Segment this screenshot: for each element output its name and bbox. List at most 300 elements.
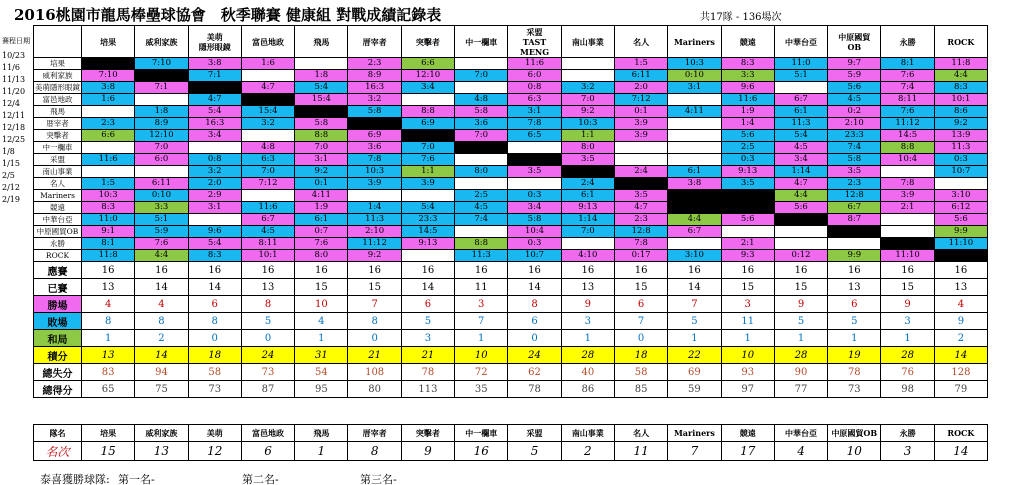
score-cell: 6:12 <box>934 202 987 214</box>
score-cell: 11:3 <box>455 250 508 262</box>
score-cell: 8:8 <box>455 238 508 250</box>
score-cell: 5:4 <box>295 82 348 94</box>
score-cell <box>241 190 294 202</box>
score-cell: 3:4 <box>508 202 561 214</box>
stat-value: 13 <box>561 279 614 296</box>
stat-value: 62 <box>508 364 561 381</box>
score-cell: 2:0 <box>188 178 241 190</box>
score-cell: 3:3 <box>721 70 774 82</box>
stat-value: 7 <box>348 296 401 313</box>
score-cell: 0:7 <box>295 226 348 238</box>
score-cell: 3:8 <box>82 82 135 94</box>
score-cell <box>455 154 508 166</box>
score-cell <box>455 58 508 70</box>
score-cell: 3:9 <box>614 118 667 130</box>
team-header: 中一欄車 <box>455 26 508 58</box>
score-cell: 4:5 <box>241 226 294 238</box>
score-cell: 0:3 <box>721 154 774 166</box>
score-cell: 10:1 <box>241 250 294 262</box>
rank-value: 3 <box>881 442 934 461</box>
score-cell: 7:4 <box>828 142 881 154</box>
score-cell: 3:5 <box>508 166 561 178</box>
stat-value: 16 <box>401 262 454 279</box>
third-place: 第三名- <box>360 473 397 485</box>
score-cell <box>188 214 241 226</box>
score-cell: 5:4 <box>774 130 827 142</box>
self-match-cell <box>774 214 827 226</box>
score-cell: 10:7 <box>934 166 987 178</box>
score-cell: 4:5 <box>774 142 827 154</box>
score-cell: 2:1 <box>881 202 934 214</box>
score-cell: 4:7 <box>241 82 294 94</box>
score-cell: 5:4 <box>188 106 241 118</box>
score-cell: 2:0 <box>614 82 667 94</box>
score-cell: 2:4 <box>561 178 614 190</box>
rank-team-name: 威利家族 <box>135 425 188 442</box>
schedule-date: 2/5 <box>2 171 15 180</box>
score-cell <box>455 82 508 94</box>
score-cell: 4:7 <box>614 202 667 214</box>
score-cell: 3:10 <box>934 190 987 202</box>
stat-value: 58 <box>614 364 667 381</box>
stat-value: 85 <box>614 381 667 398</box>
score-cell: 2:1 <box>721 238 774 250</box>
score-cell: 6:11 <box>135 178 188 190</box>
score-cell: 2:9 <box>188 190 241 202</box>
stat-value: 9 <box>934 313 987 330</box>
score-cell: 5:8 <box>828 154 881 166</box>
score-cell: 4:4 <box>668 214 721 226</box>
stat-value: 9 <box>774 296 827 313</box>
rank-value: 7 <box>668 442 721 461</box>
rank-team-name: 永勝 <box>881 425 934 442</box>
rank-value: 11 <box>614 442 667 461</box>
stat-value: 16 <box>188 262 241 279</box>
row-team-label: 飛馬 <box>34 106 82 118</box>
team-header: 競遠 <box>721 26 774 58</box>
stat-value: 8 <box>82 313 135 330</box>
stat-value: 76 <box>881 364 934 381</box>
score-cell: 10:3 <box>348 166 401 178</box>
stat-row <box>34 313 988 330</box>
schedule-date: 10/23 <box>2 51 26 60</box>
stat-value: 35 <box>455 381 508 398</box>
row-team-label: 競遠 <box>34 202 82 214</box>
score-cell: 6:11 <box>614 70 667 82</box>
self-match-cell <box>934 250 987 262</box>
score-cell: 11:10 <box>934 238 987 250</box>
score-cell: 7:4 <box>455 214 508 226</box>
score-cell: 3:2 <box>241 118 294 130</box>
corner-cell <box>34 26 82 58</box>
matrix-row <box>34 238 988 250</box>
score-cell <box>774 226 827 238</box>
schedule-date: 1/15 <box>2 159 20 168</box>
rank-team-name: 飛馬 <box>295 425 348 442</box>
header-row <box>34 26 988 58</box>
stat-value: 1 <box>295 330 348 347</box>
stat-value: 14 <box>668 279 721 296</box>
score-cell <box>82 142 135 154</box>
row-team-label: 中原國貿OB <box>34 226 82 238</box>
score-cell: 3:6 <box>455 118 508 130</box>
winner-label: 泰喜獲勝球隊: <box>40 473 110 485</box>
stat-value: 95 <box>295 381 348 398</box>
score-cell: 4:11 <box>295 190 348 202</box>
score-cell: 2:10 <box>828 118 881 130</box>
score-cell <box>561 238 614 250</box>
stat-value: 4 <box>135 296 188 313</box>
score-cell: 7:8 <box>348 154 401 166</box>
score-cell: 4:7 <box>774 178 827 190</box>
schedule-date: 12/18 <box>2 123 26 132</box>
score-cell: 1:14 <box>561 214 614 226</box>
score-cell: 7:8 <box>508 118 561 130</box>
score-cell <box>774 238 827 250</box>
score-cell: 8:9 <box>348 70 401 82</box>
rank-value: 8 <box>348 442 401 461</box>
stat-value: 73 <box>828 381 881 398</box>
score-cell: 7:12 <box>614 94 667 106</box>
score-cell: 23:3 <box>401 214 454 226</box>
stat-value: 7 <box>668 296 721 313</box>
score-cell: 10:3 <box>668 58 721 70</box>
score-cell: 11:3 <box>934 142 987 154</box>
score-cell: 7:6 <box>135 238 188 250</box>
stat-value: 83 <box>82 364 135 381</box>
row-team-label: 中一欄車 <box>34 142 82 154</box>
score-cell: 6:7 <box>828 202 881 214</box>
score-cell: 8:0 <box>295 250 348 262</box>
schedule-date: 12/11 <box>2 111 26 120</box>
score-cell: 3:5 <box>614 190 667 202</box>
score-cell <box>614 142 667 154</box>
score-cell <box>455 226 508 238</box>
score-cell: 1:4 <box>721 118 774 130</box>
score-cell: 3:2 <box>561 82 614 94</box>
stat-value: 7 <box>455 313 508 330</box>
matrix-row <box>34 82 988 94</box>
score-cell: 8:0 <box>561 142 614 154</box>
rank-team-name: 名人 <box>614 425 667 442</box>
score-cell: 3:9 <box>348 178 401 190</box>
stat-value: 15 <box>614 279 667 296</box>
stat-value: 24 <box>241 347 294 364</box>
score-cell <box>881 166 934 178</box>
stat-value: 93 <box>721 364 774 381</box>
score-cell: 9:13 <box>561 202 614 214</box>
stat-value: 14 <box>188 279 241 296</box>
score-cell: 1:9 <box>295 202 348 214</box>
stat-value: 8 <box>508 296 561 313</box>
score-cell: 7:6 <box>881 106 934 118</box>
self-match-cell <box>828 226 881 238</box>
stat-value: 16 <box>295 262 348 279</box>
score-cell <box>668 130 721 142</box>
matrix-row <box>34 106 988 118</box>
stat-value: 90 <box>774 364 827 381</box>
stat-value: 18 <box>188 347 241 364</box>
stat-value: 87 <box>241 381 294 398</box>
score-cell: 1:1 <box>561 130 614 142</box>
stat-row <box>34 347 988 364</box>
stat-value: 10 <box>295 296 348 313</box>
score-cell: 9:2 <box>348 250 401 262</box>
self-match-cell <box>82 58 135 70</box>
score-cell: 8:11 <box>881 94 934 106</box>
stat-value: 75 <box>135 381 188 398</box>
score-cell: 5:6 <box>828 82 881 94</box>
score-cell: 3:8 <box>188 58 241 70</box>
score-cell: 4:4 <box>934 70 987 82</box>
stat-label: 已賽 <box>34 279 82 296</box>
score-cell: 11:6 <box>508 58 561 70</box>
score-cell: 3:8 <box>668 178 721 190</box>
score-cell: 11:10 <box>881 250 934 262</box>
row-team-label: 名人 <box>34 178 82 190</box>
score-cell: 16:3 <box>348 82 401 94</box>
stat-value: 5 <box>774 313 827 330</box>
stat-value: 16 <box>82 262 135 279</box>
self-match-cell <box>881 238 934 250</box>
score-cell <box>881 214 934 226</box>
score-cell: 10:3 <box>82 190 135 202</box>
self-match-cell <box>135 70 188 82</box>
score-cell: 6:9 <box>401 118 454 130</box>
score-cell: 7:6 <box>295 238 348 250</box>
score-cell: 10:4 <box>881 154 934 166</box>
team-header: 厝宰者 <box>348 26 401 58</box>
stat-value: 3 <box>401 330 454 347</box>
score-cell: 6:7 <box>774 94 827 106</box>
score-cell: 2:5 <box>721 142 774 154</box>
score-cell: 8:1 <box>881 58 934 70</box>
score-cell: 3:5 <box>561 154 614 166</box>
score-cell: 0:17 <box>614 250 667 262</box>
score-cell: 2:10 <box>348 226 401 238</box>
rank-team-name: ROCK <box>934 425 987 442</box>
rank-value: 15 <box>82 442 135 461</box>
rank-value: 10 <box>828 442 881 461</box>
score-cell: 7:0 <box>561 94 614 106</box>
stat-value: 1 <box>881 330 934 347</box>
score-cell <box>561 70 614 82</box>
stat-row <box>34 296 988 313</box>
stat-value: 0 <box>241 330 294 347</box>
score-cell: 23:3 <box>828 130 881 142</box>
score-cell <box>188 142 241 154</box>
score-cell: 5:1 <box>135 214 188 226</box>
row-team-label: 威利家族 <box>34 70 82 82</box>
score-cell: 5:8 <box>295 118 348 130</box>
score-cell: 8:3 <box>188 250 241 262</box>
second-place: 第二名- <box>242 473 279 485</box>
score-cell: 8:8 <box>881 142 934 154</box>
score-cell <box>348 190 401 202</box>
matrix-row <box>34 178 988 190</box>
score-cell: 0:3 <box>508 190 561 202</box>
stat-value: 94 <box>135 364 188 381</box>
row-team-label: 美萌隱形眼鏡 <box>35 83 80 92</box>
schedule-header: 賽程日期 <box>2 37 30 45</box>
score-cell: 15:4 <box>241 106 294 118</box>
score-cell <box>934 178 987 190</box>
score-cell: 5:9 <box>135 226 188 238</box>
stat-value: 9 <box>561 296 614 313</box>
team-header: 南山事業 <box>561 26 614 58</box>
score-cell: 2:3 <box>82 118 135 130</box>
stat-value: 0 <box>614 330 667 347</box>
stat-value: 1 <box>561 330 614 347</box>
self-match-cell <box>348 118 401 130</box>
score-cell: 11:8 <box>934 58 987 70</box>
matrix-row <box>34 214 988 226</box>
score-cell: 9:3 <box>721 250 774 262</box>
stat-value: 15 <box>881 279 934 296</box>
row-team-label: ROCK <box>34 250 82 262</box>
row-team-label: 永勝 <box>34 238 82 250</box>
stat-value: 18 <box>614 347 667 364</box>
rank-team-name: 富邑地政 <box>241 425 294 442</box>
score-cell: 3:9 <box>614 130 667 142</box>
score-cell: 4:8 <box>455 94 508 106</box>
stat-value: 4 <box>295 313 348 330</box>
rank-team-name: 中一欄車 <box>455 425 508 442</box>
matrix-row <box>34 58 988 70</box>
stat-value: 1 <box>82 330 135 347</box>
stat-value: 80 <box>348 381 401 398</box>
stat-value: 6 <box>614 296 667 313</box>
rank-team-name: 中華台亞 <box>774 425 827 442</box>
score-cell <box>721 226 774 238</box>
score-cell: 3:5 <box>721 178 774 190</box>
rank-value: 5 <box>508 442 561 461</box>
score-cell: 11:3 <box>774 118 827 130</box>
score-cell: 3:1 <box>188 202 241 214</box>
score-cell <box>668 118 721 130</box>
stat-label: 總得分 <box>34 381 82 398</box>
score-cell: 12:10 <box>135 130 188 142</box>
stat-value: 15 <box>348 279 401 296</box>
score-cell: 5:4 <box>188 238 241 250</box>
rank-value: 1 <box>295 442 348 461</box>
stat-value: 8 <box>241 296 294 313</box>
score-cell: 7:0 <box>455 130 508 142</box>
score-cell: 8:3 <box>934 82 987 94</box>
rank-value: 12 <box>188 442 241 461</box>
stat-label: 應賽 <box>34 262 82 279</box>
rank-team-name: 美萌 <box>188 425 241 442</box>
rank-value: 13 <box>135 442 188 461</box>
stat-value: 128 <box>934 364 987 381</box>
stat-value: 79 <box>934 381 987 398</box>
stat-value: 113 <box>401 381 454 398</box>
score-cell: 8:8 <box>295 130 348 142</box>
stat-value: 77 <box>774 381 827 398</box>
self-match-cell <box>241 94 294 106</box>
stat-value: 9 <box>881 296 934 313</box>
score-cell: 7:0 <box>135 142 188 154</box>
schedule-dates <box>2 32 32 206</box>
rank-value: 14 <box>934 442 987 461</box>
score-cell: 5:6 <box>934 214 987 226</box>
stat-value: 13 <box>82 347 135 364</box>
score-cell: 9:9 <box>934 226 987 238</box>
score-cell: 5:9 <box>828 70 881 82</box>
score-cell <box>401 250 454 262</box>
stat-value: 108 <box>348 364 401 381</box>
stat-value: 16 <box>881 262 934 279</box>
stat-value: 11 <box>455 279 508 296</box>
team-header: ROCK <box>934 26 987 58</box>
stat-value: 1 <box>774 330 827 347</box>
score-cell: 1:4 <box>348 202 401 214</box>
score-cell: 6:1 <box>774 106 827 118</box>
score-cell: 12:8 <box>614 226 667 238</box>
score-cell: 13:9 <box>934 130 987 142</box>
self-match-cell <box>401 130 454 142</box>
score-cell: 5:6 <box>721 130 774 142</box>
results-table <box>33 25 988 398</box>
score-cell: 0:3 <box>934 154 987 166</box>
stat-label: 總失分 <box>34 364 82 381</box>
stat-value: 14 <box>934 347 987 364</box>
score-cell: 1:6 <box>82 94 135 106</box>
row-team-label: 厝宰者 <box>34 118 82 130</box>
score-cell: 7:8 <box>614 238 667 250</box>
stat-value: 98 <box>881 381 934 398</box>
score-cell: 1:6 <box>241 58 294 70</box>
score-cell: 0:3 <box>508 238 561 250</box>
rank-label: 名次 <box>34 442 82 461</box>
score-cell <box>455 178 508 190</box>
score-cell: 8:3 <box>82 202 135 214</box>
stat-value: 10 <box>721 347 774 364</box>
stat-value: 8 <box>348 313 401 330</box>
score-cell: 3:1 <box>508 106 561 118</box>
stat-value: 65 <box>82 381 135 398</box>
team-header: 美萌 隱形眼鏡 <box>188 26 241 58</box>
score-cell: 6:3 <box>241 154 294 166</box>
score-cell: 11:3 <box>348 214 401 226</box>
score-cell: 8:0 <box>455 166 508 178</box>
stat-value: 21 <box>348 347 401 364</box>
stat-value: 5 <box>401 313 454 330</box>
stat-value: 0 <box>188 330 241 347</box>
stat-value: 8 <box>188 313 241 330</box>
stat-value: 1 <box>828 330 881 347</box>
score-cell <box>241 130 294 142</box>
score-cell: 3:4 <box>401 82 454 94</box>
rank-team-name: 培果 <box>82 425 135 442</box>
stat-value: 58 <box>188 364 241 381</box>
score-cell <box>881 226 934 238</box>
ranking-name-row <box>34 425 988 442</box>
score-cell <box>241 70 294 82</box>
stat-value: 72 <box>455 364 508 381</box>
score-cell <box>508 142 561 154</box>
score-cell: 1:8 <box>135 106 188 118</box>
schedule-date: 1/8 <box>2 147 15 156</box>
team-game-count: 共17隊 - 136場次 <box>700 12 782 23</box>
stat-value: 73 <box>188 381 241 398</box>
row-team-label: 中華台亞 <box>34 214 82 226</box>
score-cell: 8:1 <box>82 238 135 250</box>
score-cell: 6:1 <box>561 190 614 202</box>
stat-value: 5 <box>241 313 294 330</box>
matrix-row <box>34 142 988 154</box>
score-cell <box>401 94 454 106</box>
